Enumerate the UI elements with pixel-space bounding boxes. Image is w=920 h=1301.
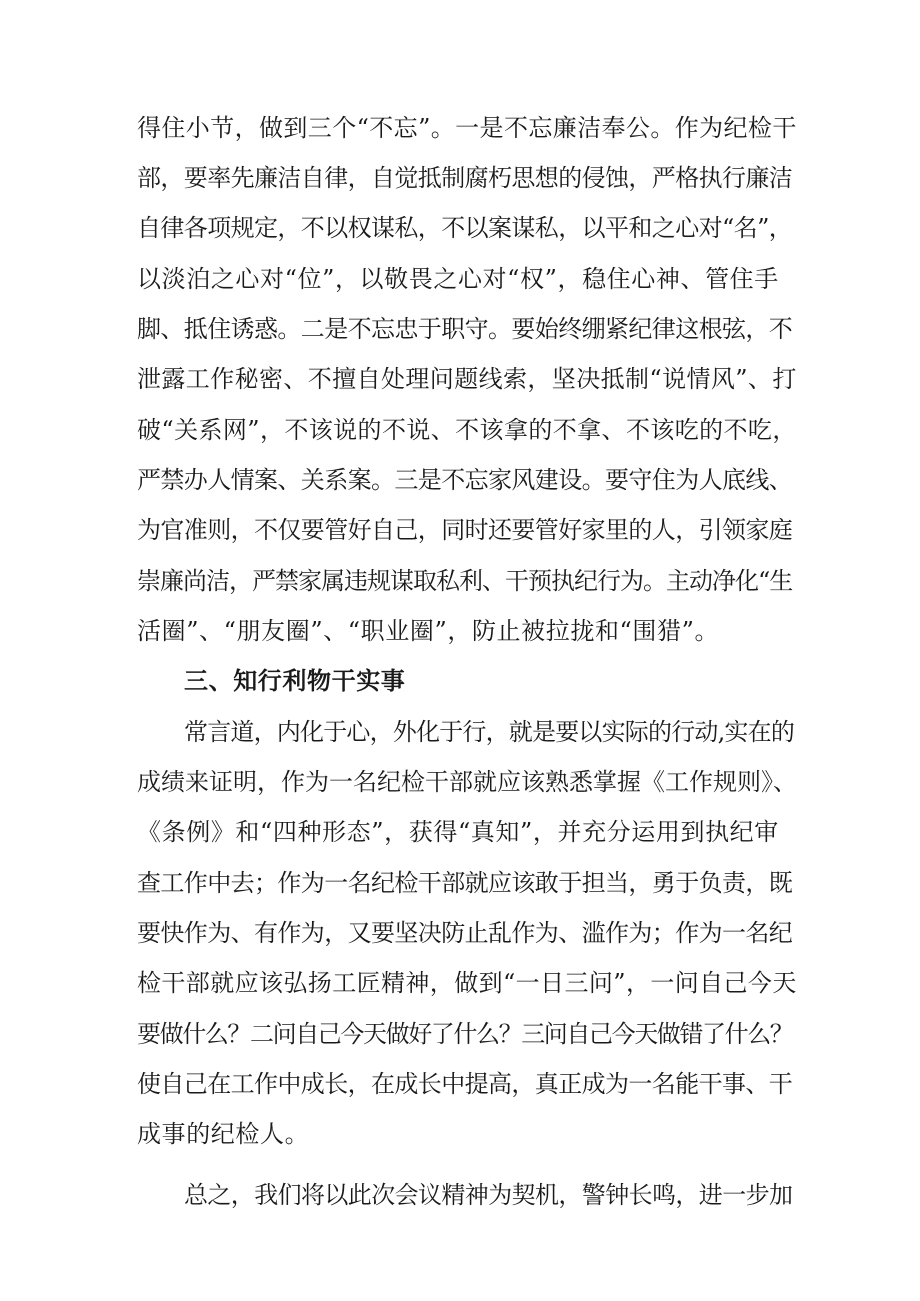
- text-line: 常言道，内化于心，外化于行，就是要以实际的行动,实在的: [184, 718, 795, 746]
- text-line: 成事的纪检人。: [137, 1120, 310, 1148]
- section-heading: 三、知行利物干实事: [184, 666, 406, 695]
- text-line: 为官准则，不仅要管好自己，同时还要管好家里的人，引领家庭: [137, 516, 793, 544]
- text-line: 《条例》和“四种形态”，获得“真知”，并充分运用到执纪审: [137, 818, 779, 846]
- text-line: 查工作中去；作为一名纪检干部就应该敢于担当，勇于负责，既: [137, 869, 793, 897]
- text-line: 以淡泊之心对“位”，以敬畏之心对“权”，稳住心神、管住手: [137, 265, 779, 293]
- text-line: 使自己在工作中成长，在成长中提高，真正成为一名能干事、干: [137, 1070, 793, 1098]
- text-line: 破“关系网”，不该说的不说、不该拿的不拿、不该吃的不吃，: [137, 416, 797, 444]
- text-line: 自律各项规定，不以权谋私，不以案谋私，以平和之心对“名”，: [137, 214, 793, 242]
- text-line: 得住小节，做到三个“不忘”。一是不忘廉洁奉公。作为纪检干: [137, 114, 797, 142]
- text-line: 成绩来证明，作为一名纪检干部就应该熟悉掌握《工作规则》、: [137, 768, 797, 796]
- text-line: 部，要率先廉洁自律，自觉抵制腐朽思想的侵蚀，严格执行廉洁: [137, 164, 793, 192]
- text-line: 活圈”、“朋友圈”、“职业圈”，防止被拉拢和“围猎”。: [137, 617, 720, 645]
- text-line: 脚、抵住诱惑。二是不忘忠于职守。要始终绷紧纪律这根弦，不: [137, 315, 793, 343]
- text-line: 要快作为、有作为，又要坚决防止乱作为、滥作为；作为一名纪: [137, 919, 793, 947]
- text-line: 总之，我们将以此次会议精神为契机，警钟长鸣，进一步加: [184, 1181, 793, 1209]
- text-line: 检干部就应该弘扬工匠精神，做到“一日三问”，一问自己今天: [137, 969, 797, 997]
- text-line: 泄露工作秘密、不擅自处理问题线索，坚决抵制“说情风”、打: [137, 365, 797, 393]
- text-line: 严禁办人情案、关系案。三是不忘家风建设。要守住为人底线、: [137, 466, 793, 494]
- text-line: 要做什么？二问自己今天做好了什么？三问自己今天做错了什么？: [137, 1020, 793, 1048]
- text-line: 崇廉尚洁，严禁家属违规谋取私利、干预执纪行为。主动净化“生: [137, 567, 793, 595]
